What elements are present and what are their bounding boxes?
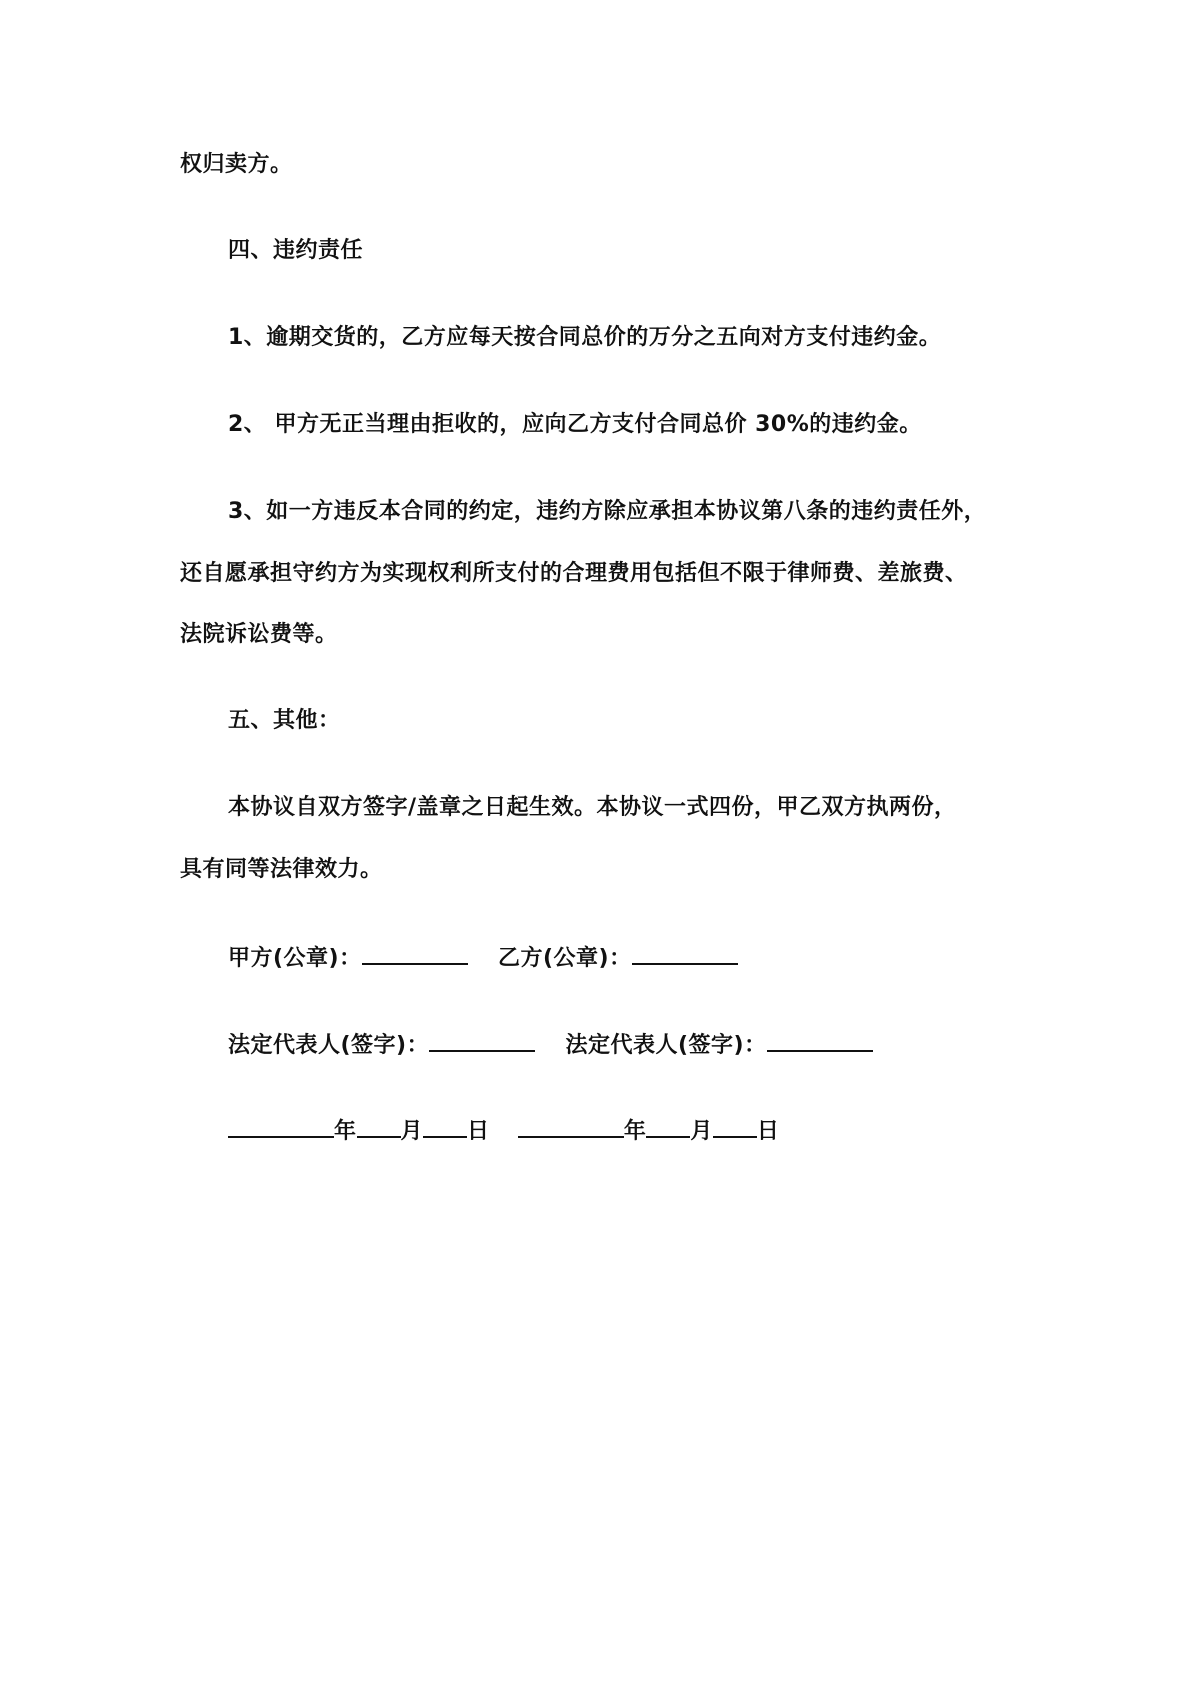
party-a-rep-blank[interactable] [429, 1028, 535, 1052]
party-a-month-blank[interactable] [357, 1114, 401, 1138]
party-a-rep-label: 法定代表人(签字)： [228, 1033, 430, 1058]
party-b-month-blank[interactable] [646, 1114, 690, 1138]
effectiveness-line-2: 具有同等法律效力。 [180, 857, 383, 882]
year-label: 年 [623, 1119, 647, 1144]
party-a-year-blank[interactable] [228, 1114, 334, 1138]
party-b-day-blank[interactable] [713, 1114, 757, 1138]
clause-3-line-3: 法院诉讼费等。 [180, 622, 338, 647]
seal-row [228, 941, 738, 974]
party-b-rep-blank[interactable] [767, 1028, 873, 1052]
party-a-day-blank[interactable] [423, 1114, 467, 1138]
month-label: 月 [400, 1119, 424, 1144]
party-b-seal-blank[interactable] [632, 941, 738, 965]
day-label: 日 [467, 1119, 490, 1144]
month-label: 月 [690, 1119, 713, 1144]
section-heading-breach: 四、违约责任 [228, 238, 364, 263]
day-label: 日 [756, 1119, 780, 1144]
section-heading-other: 五、其他： [228, 708, 341, 733]
party-b-seal-label: 乙方(公章)： [497, 946, 632, 971]
party-b-rep-label: 法定代表人(签字)： [565, 1033, 767, 1058]
clause-2: 2、 甲方无正当理由拒收的，应向乙方支付合同总价 30%的违约金。 [228, 412, 922, 437]
clause-3-line-1: 3、如一方违反本合同的约定，违约方除应承担本协议第八条的违约责任外， [228, 499, 987, 524]
year-label: 年 [334, 1119, 357, 1144]
clause-1: 1、逾期交货的，乙方应每天按合同总价的万分之五向对方支付违约金。 [228, 325, 942, 350]
party-a-seal-label: 甲方(公章)： [228, 946, 362, 971]
paragraph-line: 权归卖方。 [180, 152, 293, 177]
party-b-year-blank[interactable] [518, 1114, 624, 1138]
clause-3-line-2: 还自愿承担守约方为实现权利所支付的合理费用包括但不限于律师费、差旅费、 [180, 561, 968, 586]
effectiveness-line-1: 本协议自双方签字/盖章之日起生效。本协议一式四份，甲乙双方执两份， [228, 795, 957, 820]
representative-row [228, 1028, 873, 1061]
date-row [228, 1114, 779, 1147]
party-a-seal-blank[interactable] [362, 941, 468, 965]
